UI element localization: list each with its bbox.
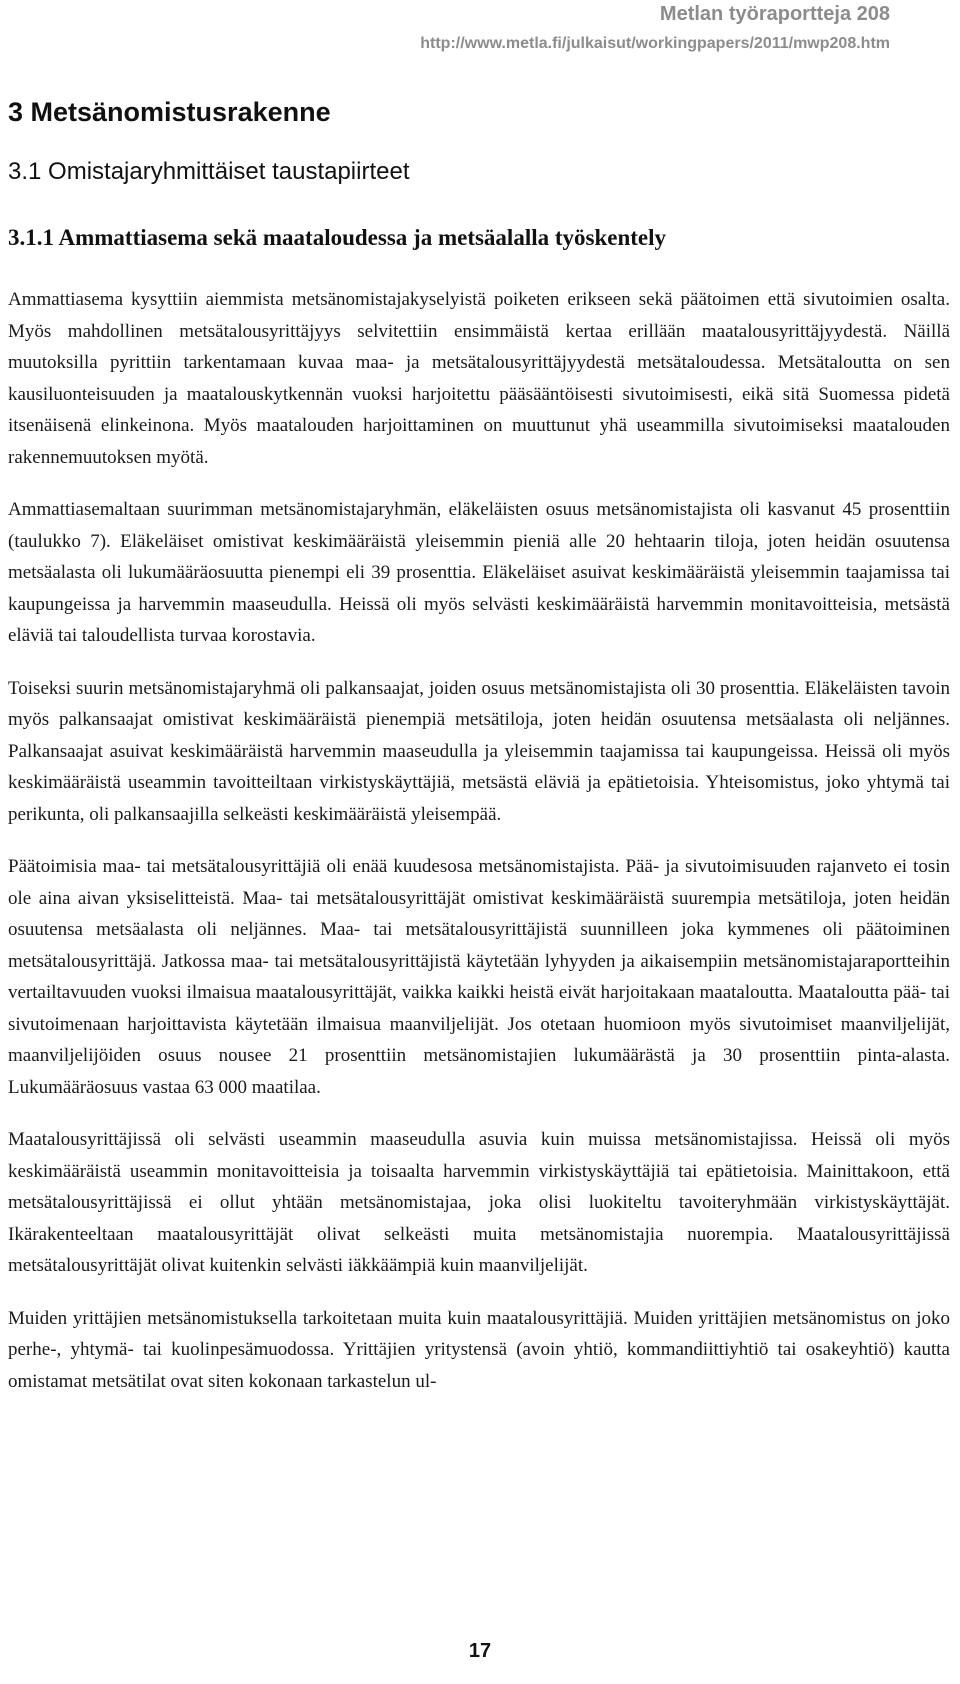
section-heading: 3.1 Omistajaryhmittäiset taustapiirteet <box>8 158 410 185</box>
paragraph: Päätoimisia maa- tai metsätalousyrittäjiä oli enää kuudesosa metsänomistajista. Pää- ja sivutoimisuuden rajanveto ei tosin ole aina aivan yksiselitteistä. Maa- tai metsätalousyrittäjät omistivat keskimääräistä suurempia metsätiloja, joten heidän osuutensa metsäalasta oli neljännes. Maa- tai metsätalousyrittäjistä suunnilleen joka kymmenes oli päätoiminen metsätalousyrittäjä. Jatkossa maa- tai metsätalousyrittäjistä käytetään lyhyyden ja aikaisempiin metsänomistajaraportteihin vertailtavuuden vuoksi ilmaisua maatalousyrittäjät, vaikka kaikki heistä eivät harjoitakaan maataloutta. Maataloutta pää- tai sivutoimenaan harjoittavista käytetään ilmaisua maanviljelijät. Jos otetaan huomioon myös sivutoimiset maanviljelijät, maanviljelijöiden osuus nousee 21 prosenttiin metsänomistajien lukumäärästä ja 30 prosenttiin pinta-alasta. Lukumääräosuus vastaa 63 000 maatilaa. <box>8 856 950 1098</box>
series-title: Metlan työraportteja 208 <box>659 3 890 25</box>
subsection-heading: 3.1.1 Ammattiasema sekä maataloudessa ja metsäalalla työskentely <box>8 225 667 250</box>
paragraph: Muiden yrittäjien metsänomistuksella tarkoitetaan muita kuin maatalousyrittäjiä. Muiden yrittäjien metsänomistus on joko perhe-, yhtymä- tai kuolinpesämuodossa. Yrittäjien yritystensä (avoin yhtiö, kommandiittiyhtiö tai osakeyhtiö) kautta omistamat metsätilat ovat siten kokonaan tarkastelun ul- <box>8 1307 950 1392</box>
running-header <box>420 0 890 54</box>
chapter-heading: 3 Metsänomistusrakenne <box>8 97 331 127</box>
paragraph: Ammattiasemaltaan suurimman metsänomistajaryhmän, eläkeläisten osuus metsänomistajista oli kasvanut 45 prosenttiin (taulukko 7). Eläkeläiset omistivat keskimääräistä yleisemmin pieniä alle 20 hehtaarin tiloja, joten heidän osuutensa metsäalasta oli lukumääräosuutta pienempi eli 39 prosenttia. Eläkeläiset asuivat keskimääräistä yleisemmin taajamissa tai kaupungeissa ja harvemmin maaseudulla. Heissä oli myös selvästi keskimääräistä harvemmin monitavoitteisia, metsästä eläviä tai taloudellista turvaa korostavia. <box>8 499 950 646</box>
page-content <box>8 96 950 1418</box>
page-number: 17 <box>468 1640 492 1662</box>
paragraph: Toiseksi suurin metsänomistajaryhmä oli palkansaajat, joiden osuus metsänomistajista oli 30 prosenttia. Eläkeläisten tavoin myös palkansaajat omistivat keskimääräistä pienempiä metsätiloja, joten heidän osuutensa metsäalasta oli neljännes. Palkansaajat asuivat keskimääräistä harvemmin maaseudulla ja yleisemmin taajamissa tai kaupungeissa. Heissä oli myös keskimääräistä useammin tavoitteiltaan virkistyskäyttäjiä, metsästä eläviä ja epätietoisia. Yhteisomistus, joko yhtymä tai perikunta, oli palkansaajilla selkeästi keskimääräistä yleisempää. <box>8 677 950 825</box>
paragraph: Maatalousyrittäjissä oli selvästi useammin maaseudulla asuvia kuin muissa metsänomistajissa. Heissä oli myös keskimääräistä useammin monitavoitteisia ja toisaalta harvemmin virkistyskäyttäjiä tai epätietoisia. Mainittakoon, että metsätalousyrittäjissä ei ollut yhtään metsänomistajaa, joka olisi luokiteltu tavoiteryhmään virkistyskäyttäjät. Ikärakenteeltaan maatalousyrittäjät olivat selkeästi muita metsänomistajia nuorempia. Maatalousyrittäjissä metsätalousyrittäjät olivat kuitenkin selvästi iäkkäämpiä kuin maanviljelijät. <box>8 1129 950 1276</box>
publication-url[interactable]: http://www.metla.fi/julkaisut/workingpapers/2011/mwp208.htm <box>420 35 890 52</box>
paragraph: Ammattiasema kysyttiin aiemmista metsänomistajakyselyistä poiketen erikseen sekä päätoimen että sivutoimien osalta. Myös mahdollinen metsätalousyrittäjyys selvitettiin ensimmäistä kertaa erillään maatalousyrittäjyydestä. Näillä muutoksilla pyrittiin tarkentamaan kuvaa maa- ja metsätalousyrittäjyydestä metsätaloudessa. Metsätaloutta on sen kausiluonteisuuden ja maatalouskytkennän vuoksi harjoitettu pääsääntöisesti sivutoimisesti, eikä sitä Suomessa pidetä itsenäisenä elinkeinona. Myös maatalouden harjoittaminen on muuttunut yhä useammilla sivutoimiseksi maatalouden rakennemuutoksen myötä. <box>8 289 950 468</box>
